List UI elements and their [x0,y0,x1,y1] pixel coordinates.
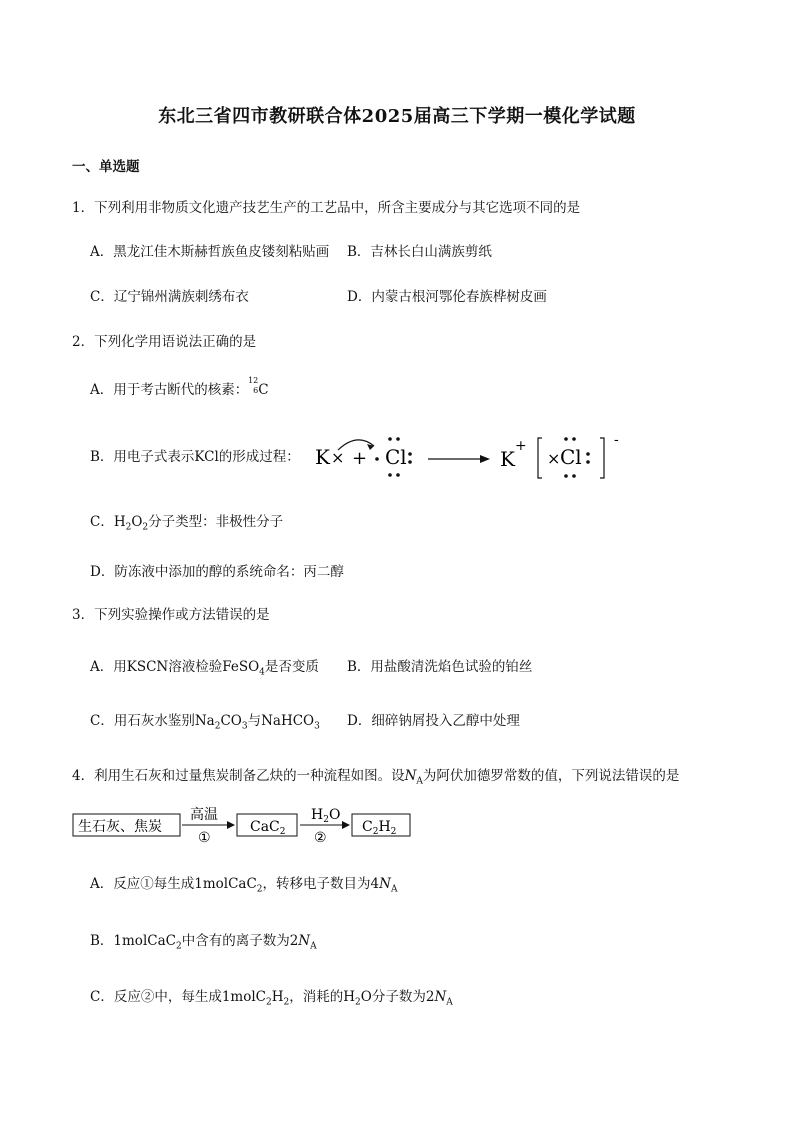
avogadro-subscript: A [416,776,423,787]
subscript: 3 [241,721,248,732]
subscript: 2 [283,997,290,1008]
subscript: 2 [142,522,149,533]
option-c-prefix: C．反应②中，每生成1molC [90,989,266,1005]
cl-dot [396,437,400,441]
stem-prefix: 4．利用生石灰和过量焦炭制备乙炔的一种流程如图。设 [72,768,405,784]
option-b-prefix: B．1molCaC [90,933,176,949]
question-1-option-c: C．辽宁锦州满族刺绣布衣 [90,289,249,305]
avogadro-subscript: A [446,997,453,1008]
option-a-suffix: 是否变质 [264,659,319,675]
question-1-stem: 1．下列利用非物质文化遗产技艺生产的工艺品中，所含主要成分与其它选项不同的是 [72,200,581,216]
option-c-mid: CO [220,713,242,729]
avogadro-symbol: N [404,768,417,784]
subscript: 2 [256,884,263,895]
isotope-notation [248,376,259,396]
flow-box-reactants-label: 生石灰、焦炭 [78,819,162,835]
cl-ion-dot [572,437,576,441]
option-c-suffix: 分子类型：非极性分子 [148,514,284,530]
mass-number: 12 [248,376,259,385]
left-bracket [538,438,542,478]
cl-ion-dot [572,474,576,478]
option-c-suffix-2: O分子数为2 [360,989,435,1005]
cl-dot [388,473,392,477]
subscript: 2 [355,997,361,1008]
cl-dot [408,452,412,456]
element-symbol: C [258,382,269,398]
right-bracket [600,438,604,478]
cl-ion-dot [586,452,590,456]
atomic-number: 6 [253,386,259,395]
k-symbol: K [315,445,330,469]
cl-ion-charge: - [614,432,619,448]
cl-symbol: Cl [385,445,407,469]
question-1-option-d: D．内蒙古根河鄂伦春族桦树皮画 [347,289,547,305]
flow-box-acetylene-label: $C_2H_2$ [362,819,397,837]
avogadro-subscript: A [390,884,398,895]
question-4-option-b [90,929,317,952]
question-1-option-b: B．吉林长白山满族剪纸 [347,244,492,260]
cl-ion-cross: × [547,449,561,468]
flow-arrow2-head [342,821,350,829]
cl-ion-dot [564,474,568,478]
question-2-option-c [90,510,283,533]
subscript: 2 [214,721,221,732]
option-c-suffix: ，消耗的H [289,989,356,1005]
question-1-option-a: A．黑龙江佳木斯赫哲族鱼皮镂刻粘贴画 [90,244,330,260]
question-3-stem: 3．下列实验操作或方法错误的是 [72,607,270,623]
stem-suffix: 为阿伏加德罗常数的值，下列说法错误的是 [422,768,680,784]
option-c-mid: O [131,514,143,530]
question-4-stem [72,764,679,787]
option-a-suffix: ，转移电子数目为4 [262,876,380,892]
cl-dot [388,437,392,441]
option-a-prefix: A．反应①每生成1molCaC [90,876,257,892]
option-a-prefix: A．用KSCN溶液检验FeSO [90,659,260,675]
section-heading: 一、单选题 [72,159,140,175]
option-c-prefix: C．用石灰水鉴别Na [90,713,215,729]
option-c-mid: H [271,989,284,1005]
flow-arrow1-head [227,821,235,829]
cl-dot [375,457,379,461]
plus-sign: + [352,448,368,469]
option-b-suffix: 中含有的离子数为2 [181,933,299,949]
question-2-option-a [90,378,269,398]
question-2-option-b: B．用电子式表示KCl的形成过程： [90,449,300,465]
option-c-suffix: 与NaHCO [247,713,315,729]
option-a-text: A．用于考古断代的核素： [90,382,249,398]
flow-box-calcium-carbide-label: CaC$_2$ [250,819,286,837]
page-title: 东北三省四市教研联合体2025届高三下学期一模化学试题 [158,106,636,127]
flow-arrow1-condition: 高温 [190,807,218,823]
question-3-option-a [90,655,319,678]
k-electron-cross: × [331,448,345,467]
flow-arrow2-condition: $H_2O$ [311,807,341,825]
cl-ion-symbol: Cl [560,445,582,469]
subscript: 2 [175,941,182,952]
cl-dot [396,473,400,477]
subscript: 2 [266,997,272,1008]
question-4-option-a [90,872,397,895]
question-2-option-d: D．防冻液中添加的醇的系统命名：丙二醇 [90,564,344,580]
cl-dot [408,460,412,464]
question-4-option-c [90,985,453,1008]
question-2-stem: 2．下列化学用语说法正确的是 [72,334,257,350]
cl-ion-dot [564,437,568,441]
avogadro-symbol: N [379,876,391,892]
avogadro-symbol: N [298,933,311,949]
k-ion-symbol: K [500,447,515,471]
kcl-electron-formula [312,430,632,486]
avogadro-subscript: A [310,941,317,952]
cl-ion-dot [586,460,590,464]
acetylene-flow-diagram [72,800,417,850]
subscript: 4 [259,667,265,678]
subscript: 2 [125,522,132,533]
question-3-option-d: D．细碎钠屑投入乙醇中处理 [347,713,520,729]
k-ion-charge: + [515,438,527,454]
question-3-option-c [90,709,320,732]
avogadro-symbol: N [434,989,447,1005]
option-c-prefix: C．H [90,514,126,530]
reaction-arrowhead [480,455,490,463]
subscript: 3 [314,721,320,732]
flow-arrow1-step: ① [198,830,211,846]
flow-arrow2-step: ② [314,830,327,846]
question-3-option-b: B．用盐酸清洗焰色试验的铂丝 [347,659,533,675]
